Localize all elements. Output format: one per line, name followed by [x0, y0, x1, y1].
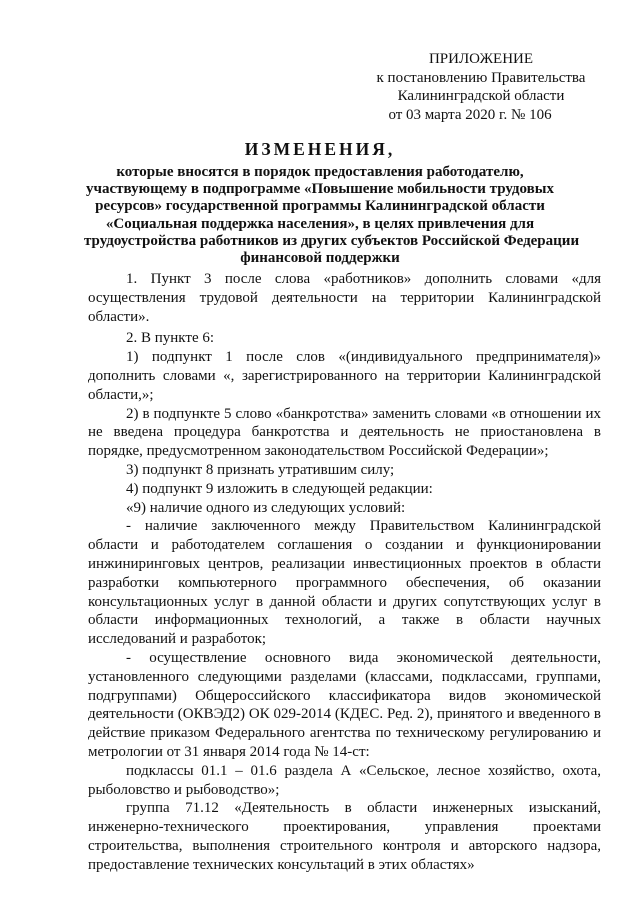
classifier-group: группа 71.12 «Деятельность в области инженерных изысканий, инженерно-технического проектирования, управления проектами строительства, выполнения строительного контроля и авторского надзора, предоставление технических консультаций в этих областях»: [88, 800, 601, 873]
subitem-4: 4) подпункт 9 изложить в следующей редакции:: [126, 480, 433, 497]
subitem-1: 1) подпункт 1 после слов «(индивидуального предпринимателя)» дополнить словами «, зарегистрированного на территории Калининградской области,»;: [88, 349, 601, 403]
subtitle-line: финансовой поддержки: [240, 250, 400, 267]
subtitle-line: ресурсов» государственной программы Калининградской области: [95, 198, 545, 215]
classifier-subclasses: подклассы 01.1 – 01.6 раздела А «Сельское, лесное хозяйство, охота, рыболовство и рыбоводство»;: [88, 762, 601, 798]
appendix-decree: к постановлению Правительства: [376, 69, 586, 86]
appendix-label: ПРИЛОЖЕНИЕ: [428, 51, 534, 67]
condition-bullet-1: - наличие заключенного между Правительством Калининградской области и работодателем соглашения о создании и функционировании инжиниринговых центров, реализации инвестиционных проектов в области разработки компьютерного программного обеспечения, об оказании консультационных услуг в данной области и других сопутствующих услуг в области информационных технологий, а также в области научных исследований и разработок;: [88, 518, 601, 648]
paragraph-1: 1. Пункт 3 после слова «работников» дополнить словами «для осуществления трудовой деятельности на территории Калининградской области».: [88, 271, 601, 325]
subitem-3: 3) подпункт 8 признать утратившим силу;: [126, 461, 395, 478]
appendix-header: [356, 50, 606, 124]
paragraph-2: 2. В пункте 6:: [126, 330, 215, 347]
appendix-region: Калининградской области: [397, 88, 565, 104]
subitem-2: 2) в подпункте 5 слово «банкротства» заменить словами «в отношении их не введена процедура банкротства и деятельность не приостановлена в порядке, предусмотренном законодательством Российской Федерации»;: [88, 405, 601, 460]
subtitle-line: трудоустройства работников из других субъектов Российской Федерации: [84, 232, 580, 249]
subtitle-line: участвующему в подпрограмме «Повышение мобильности трудовых: [86, 181, 554, 198]
subtitle-line: «Социальная поддержка населения», в целях привлечения для: [105, 215, 535, 232]
condition-bullet-2: - осуществление основного вида экономической деятельности, установленного следующими разделами (классами, подклассами, группами, подгруппами) Общероссийского классификатора видов экономической деятельности (ОКВЭД2) ОК 029-2014 (КДЕС. Ред. 2), принятого и введенного в действие приказом Федерального агентства по техническому регулированию и метрологии от 31 января 2014 года № 14-ст:: [88, 649, 601, 760]
document-title: ИЗМЕНЕНИЯ,: [244, 139, 396, 159]
document-body: [88, 270, 601, 875]
subitem-4-intro: «9) наличие одного из следующих условий:: [126, 499, 406, 516]
document-subtitle: [84, 164, 580, 267]
appendix-date: от 03 марта 2020 г. № 106: [388, 106, 552, 123]
subtitle-line: которые вносятся в порядок предоставления работодателю,: [116, 164, 524, 180]
